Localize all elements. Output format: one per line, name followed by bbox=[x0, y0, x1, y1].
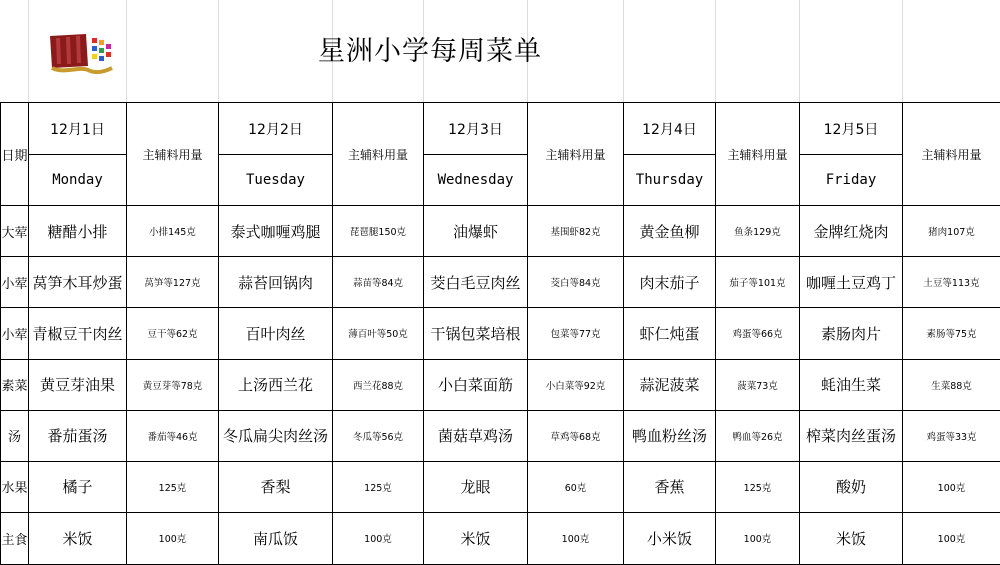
quantity-cell: 茭白等84克 bbox=[528, 257, 624, 308]
quantity-cell: 西兰花88克 bbox=[333, 359, 424, 410]
date-cell: 12月3日 bbox=[424, 103, 528, 155]
quantity-cell: 60克 bbox=[528, 461, 624, 512]
table-row bbox=[1, 512, 1000, 564]
dish-cell: 鸭血粉丝汤 bbox=[624, 410, 716, 461]
dish-cell: 龙眼 bbox=[424, 461, 528, 512]
quantity-cell: 100克 bbox=[528, 512, 624, 564]
row-label: 汤 bbox=[1, 410, 29, 461]
grid-line bbox=[715, 0, 716, 102]
table-row bbox=[1, 359, 1000, 410]
dish-cell: 香梨 bbox=[219, 461, 333, 512]
dish-cell: 小米饭 bbox=[624, 512, 716, 564]
dish-cell: 蒜苔回锅肉 bbox=[219, 257, 333, 308]
row-label: 素菜 bbox=[1, 359, 29, 410]
table-row bbox=[1, 410, 1000, 461]
quantity-cell: 草鸡等68克 bbox=[528, 410, 624, 461]
dish-cell: 菌菇草鸡汤 bbox=[424, 410, 528, 461]
dish-cell: 酸奶 bbox=[800, 461, 903, 512]
dish-cell: 油爆虾 bbox=[424, 206, 528, 257]
grid-line bbox=[218, 0, 219, 102]
grid-line bbox=[623, 0, 624, 102]
quantity-cell: 125克 bbox=[127, 461, 219, 512]
quantity-cell: 100克 bbox=[716, 512, 800, 564]
dish-cell: 榨菜肉丝蛋汤 bbox=[800, 410, 903, 461]
quantity-cell: 小排145克 bbox=[127, 206, 219, 257]
row-label: 小荤 bbox=[1, 257, 29, 308]
dish-cell: 糖醋小排 bbox=[29, 206, 127, 257]
quantity-cell: 100克 bbox=[333, 512, 424, 564]
quantity-header: 主辅料用量 bbox=[716, 103, 800, 206]
row-label: 水果 bbox=[1, 461, 29, 512]
dish-cell: 米饭 bbox=[424, 512, 528, 564]
dish-cell: 米饭 bbox=[800, 512, 903, 564]
table-row bbox=[1, 308, 1000, 359]
grid-line bbox=[799, 0, 800, 102]
weekly-menu-table bbox=[0, 102, 1000, 565]
dish-cell: 茭白毛豆肉丝 bbox=[424, 257, 528, 308]
dish-cell: 南瓜饭 bbox=[219, 512, 333, 564]
quantity-header: 主辅料用量 bbox=[333, 103, 424, 206]
dish-cell: 上汤西兰花 bbox=[219, 359, 333, 410]
table-row bbox=[1, 206, 1000, 257]
date-cell: 12月5日 bbox=[800, 103, 903, 155]
quantity-cell: 100克 bbox=[127, 512, 219, 564]
quantity-cell: 茄子等101克 bbox=[716, 257, 800, 308]
quantity-cell: 猪肉107克 bbox=[903, 206, 1000, 257]
dish-cell: 黄豆芽油果 bbox=[29, 359, 127, 410]
dish-cell: 泰式咖喱鸡腿 bbox=[219, 206, 333, 257]
dish-cell: 莴笋木耳炒蛋 bbox=[29, 257, 127, 308]
quantity-cell: 琵琶腿150克 bbox=[333, 206, 424, 257]
dish-cell: 橘子 bbox=[29, 461, 127, 512]
weekday-cell: Thursday bbox=[624, 155, 716, 206]
quantity-cell: 菠菜73克 bbox=[716, 359, 800, 410]
dish-cell: 蚝油生菜 bbox=[800, 359, 903, 410]
quantity-cell: 薄百叶等50克 bbox=[333, 308, 424, 359]
dish-cell: 番茄蛋汤 bbox=[29, 410, 127, 461]
dish-cell: 蒜泥菠菜 bbox=[624, 359, 716, 410]
menu-body bbox=[1, 206, 1000, 565]
quantity-cell: 基围虾82克 bbox=[528, 206, 624, 257]
quantity-cell: 包菜等77克 bbox=[528, 308, 624, 359]
dish-cell: 金牌红烧肉 bbox=[800, 206, 903, 257]
dish-cell: 小白菜面筋 bbox=[424, 359, 528, 410]
weekday-cell: Monday bbox=[29, 155, 127, 206]
quantity-cell: 100克 bbox=[903, 512, 1000, 564]
quantity-header: 主辅料用量 bbox=[903, 103, 1000, 206]
page-title: 星洲小学每周菜单 bbox=[318, 36, 542, 67]
row-label: 小荤 bbox=[1, 308, 29, 359]
dish-cell: 咖喱土豆鸡丁 bbox=[800, 257, 903, 308]
quantity-cell: 素肠等75克 bbox=[903, 308, 1000, 359]
table-row bbox=[1, 461, 1000, 512]
date-cell: 12月1日 bbox=[29, 103, 127, 155]
date-row bbox=[1, 103, 1000, 155]
dish-cell: 香蕉 bbox=[624, 461, 716, 512]
quantity-cell: 鸡蛋等33克 bbox=[903, 410, 1000, 461]
grid-line bbox=[28, 0, 29, 102]
quantity-cell: 蒜苗等84克 bbox=[333, 257, 424, 308]
dish-cell: 冬瓜扁尖肉丝汤 bbox=[219, 410, 333, 461]
date-row-label: 日期 bbox=[1, 103, 29, 206]
quantity-cell: 土豆等113克 bbox=[903, 257, 1000, 308]
weekday-cell: Tuesday bbox=[219, 155, 333, 206]
quantity-cell: 生菜88克 bbox=[903, 359, 1000, 410]
dish-cell: 虾仁炖蛋 bbox=[624, 308, 716, 359]
dish-cell: 青椒豆干肉丝 bbox=[29, 308, 127, 359]
quantity-cell: 番茄等46克 bbox=[127, 410, 219, 461]
quantity-cell: 莴笋等127克 bbox=[127, 257, 219, 308]
quantity-cell: 125克 bbox=[716, 461, 800, 512]
weekday-cell: Wednesday bbox=[424, 155, 528, 206]
quantity-cell: 鸡蛋等66克 bbox=[716, 308, 800, 359]
dish-cell: 肉末茄子 bbox=[624, 257, 716, 308]
grid-line bbox=[126, 0, 127, 102]
date-cell: 12月2日 bbox=[219, 103, 333, 155]
quantity-cell: 冬瓜等56克 bbox=[333, 410, 424, 461]
grid-line bbox=[902, 0, 903, 102]
quantity-cell: 100克 bbox=[903, 461, 1000, 512]
quantity-cell: 鱼条129克 bbox=[716, 206, 800, 257]
quantity-cell: 黄豆芽等78克 bbox=[127, 359, 219, 410]
table-row bbox=[1, 257, 1000, 308]
dish-cell: 百叶肉丝 bbox=[219, 308, 333, 359]
quantity-header: 主辅料用量 bbox=[528, 103, 624, 206]
quantity-cell: 鸭血等26克 bbox=[716, 410, 800, 461]
weekday-cell: Friday bbox=[800, 155, 903, 206]
dish-cell: 干锅包菜培根 bbox=[424, 308, 528, 359]
dish-cell: 素肠肉片 bbox=[800, 308, 903, 359]
quantity-cell: 豆干等62克 bbox=[127, 308, 219, 359]
quantity-header: 主辅料用量 bbox=[127, 103, 219, 206]
quantity-cell: 小白菜等92克 bbox=[528, 359, 624, 410]
dish-cell: 米饭 bbox=[29, 512, 127, 564]
school-logo bbox=[46, 30, 120, 80]
quantity-cell: 125克 bbox=[333, 461, 424, 512]
row-label: 主食 bbox=[1, 512, 29, 564]
date-cell: 12月4日 bbox=[624, 103, 716, 155]
dish-cell: 黄金鱼柳 bbox=[624, 206, 716, 257]
row-label: 大荤 bbox=[1, 206, 29, 257]
